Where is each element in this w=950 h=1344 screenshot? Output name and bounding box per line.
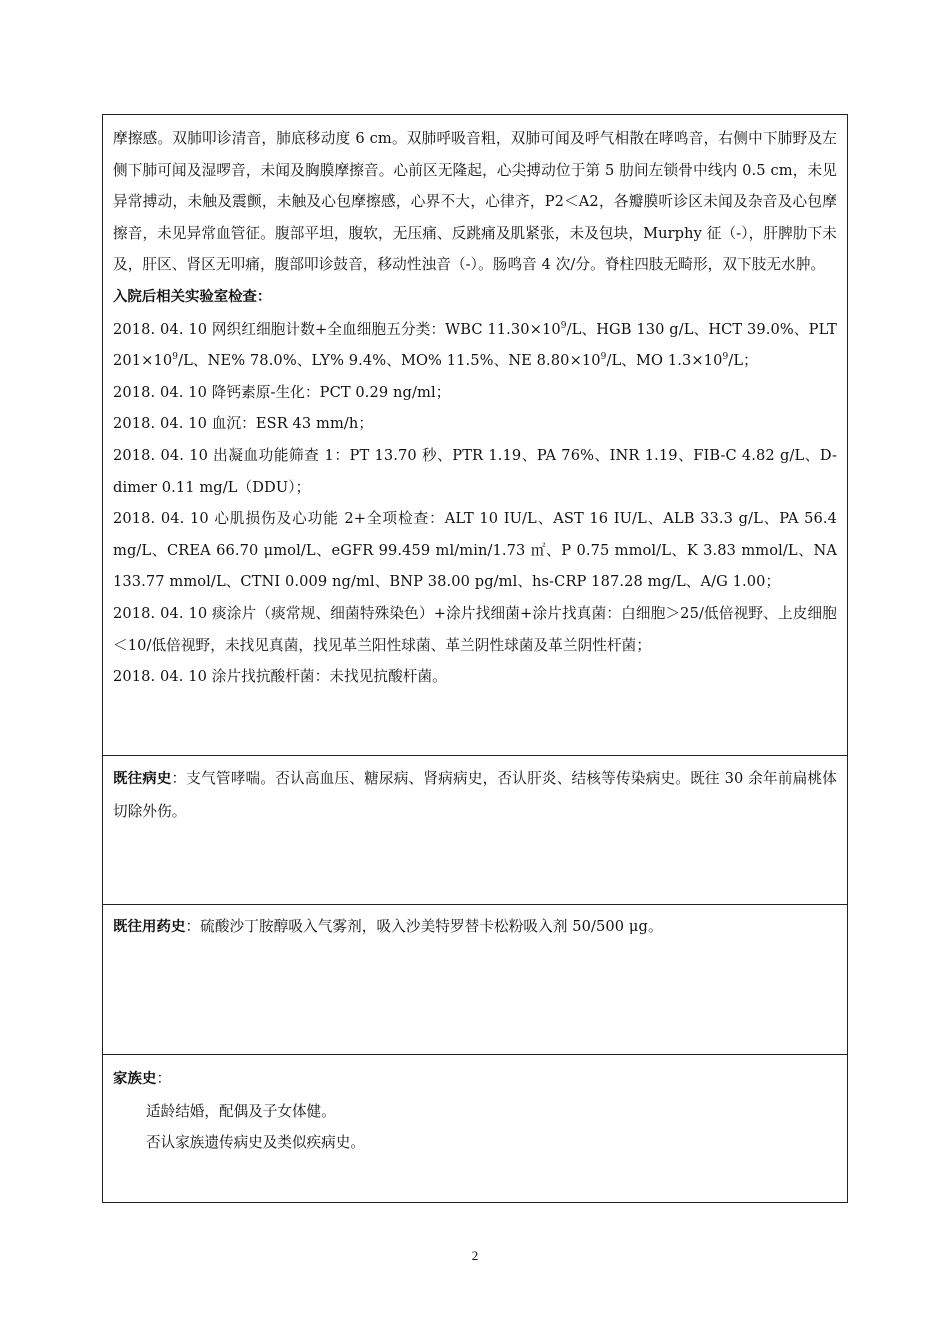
lab-pct: 2018. 04. 10 降钙素原-生化：PCT 0.29 ng/ml； xyxy=(113,383,451,401)
lab-title: 入院后相关实验室检查： xyxy=(113,288,272,305)
lab-cbc-part: 2018. 04. 10 网织红细胞计数+全血细胞五分类：WBC 11.30×10 xyxy=(113,320,561,338)
family-colon: ： xyxy=(156,1070,172,1087)
page-number: 2 xyxy=(471,1248,479,1263)
lab-cbc-part: /L； xyxy=(728,352,758,370)
exponent: 9 xyxy=(560,320,567,331)
medication-paragraph xyxy=(113,911,837,944)
lab-cbc-part: /L、NE% 78.0%、LY% 9.4%、MO% 11.5%、NE 8.80×10 xyxy=(178,352,601,370)
exponent: 9 xyxy=(600,352,607,363)
past-history-cell xyxy=(103,756,847,905)
lab-cbc-part: /L、HGB 130 g/L、HCT 39.0%、PLT 201×10 xyxy=(113,320,838,370)
lab-cbc-part: /L、MO 1.3×10 xyxy=(606,352,723,370)
past-history-title: 既往病史 xyxy=(113,771,172,787)
past-history-text: ：支气管哮喘。否认高血压、糖尿病、肾病病史，否认肝炎、结核等传染病史。既往 30 余年前扁桃体切除外伤。 xyxy=(113,770,837,820)
exam-cell xyxy=(103,115,847,756)
medication-title: 既往用药史 xyxy=(113,919,186,935)
family-title: 家族史 xyxy=(113,1071,157,1087)
past-history-paragraph xyxy=(113,763,837,827)
physical-exam-text: 摩擦感。双肺叩诊清音，肺底移动度 6 cm。双肺呼吸音粗，双肺可闻及呼气相散在哮鸣音，右侧中下肺野及左侧下肺可闻及湿啰音，未闻及胸膜摩擦音。心前区无隆起，心尖搏动位于第 5 肋间左锁骨中线内 0.5 cm，未见异常搏动，未触及震颤，未触及心包摩擦感，心界不大，心律齐，P2＜A2，各瓣膜听诊区未闻及杂音及心包摩擦音，未见异常血管征。腹部平坦，腹软，无压痛、反跳痛及肌紧张，未及包块，Murphy 征（-），肝脾肋下未及，肝区、肾区无叩痛，腹部叩诊鼓音，移动性浊音（-）。肠鸣音 4 次/分。脊柱四肢无畸形，双下肢无水肿。 xyxy=(113,130,837,274)
family-line-1: 适龄结婚，配偶及子女体健。 xyxy=(146,1102,336,1120)
record-table xyxy=(102,114,848,1203)
lab-esr: 2018. 04. 10 血沉：ESR 43 mm/h； xyxy=(113,415,374,433)
lab-sputum: 2018. 04. 10 痰涂片（痰常规、细菌特殊染色）+涂片找细菌+涂片找真菌：白细胞＞25/低倍视野、上皮细胞＜10/低倍视野，未找见真菌，找见革兰阳性球菌、革兰阴性球菌及革兰阴性杆菌； xyxy=(113,604,837,654)
lab-section-title xyxy=(113,281,837,314)
family-history-cell xyxy=(103,1055,847,1202)
lab-cbc xyxy=(113,314,837,377)
lab-cardiac: 2018. 04. 10 心肌损伤及心功能 2+全项检查：ALT 10 IU/L、AST 16 IU/L、ALB 33.3 g/L、PA 56.4 mg/L、CREA 66.70 μmol/L、eGFR 99.459 ml/min/1.73 ㎡、P 0.75 mmol/L、K 3.83 mmol/L、NA 133.77 mmol/L、CTNI 0.009 ng/ml、BNP 38.00 pg/ml、hs-CRP 187.28 mg/L、A/G 1.00； xyxy=(113,510,837,591)
family-title-line xyxy=(113,1063,837,1096)
exponent: 9 xyxy=(722,352,729,363)
medication-history-cell xyxy=(103,905,847,1055)
medication-text: ：硫酸沙丁胺醇吸入气雾剂，吸入沙美特罗替卡松粉吸入剂 50/500 μg。 xyxy=(185,918,663,935)
lab-coagulation: 2018. 04. 10 出凝血功能筛查 1：PT 13.70 秒、PTR 1.19、PA 76%、INR 1.19、FIB-C 4.82 g/L、D-dimer 0.11 mg/L（DDU）； xyxy=(113,446,837,496)
lab-afb: 2018. 04. 10 涂片找抗酸杆菌：未找见抗酸杆菌。 xyxy=(113,668,447,686)
exponent: 9 xyxy=(172,352,179,363)
family-line-2: 否认家族遗传病史及类似疾病史。 xyxy=(146,1134,365,1152)
